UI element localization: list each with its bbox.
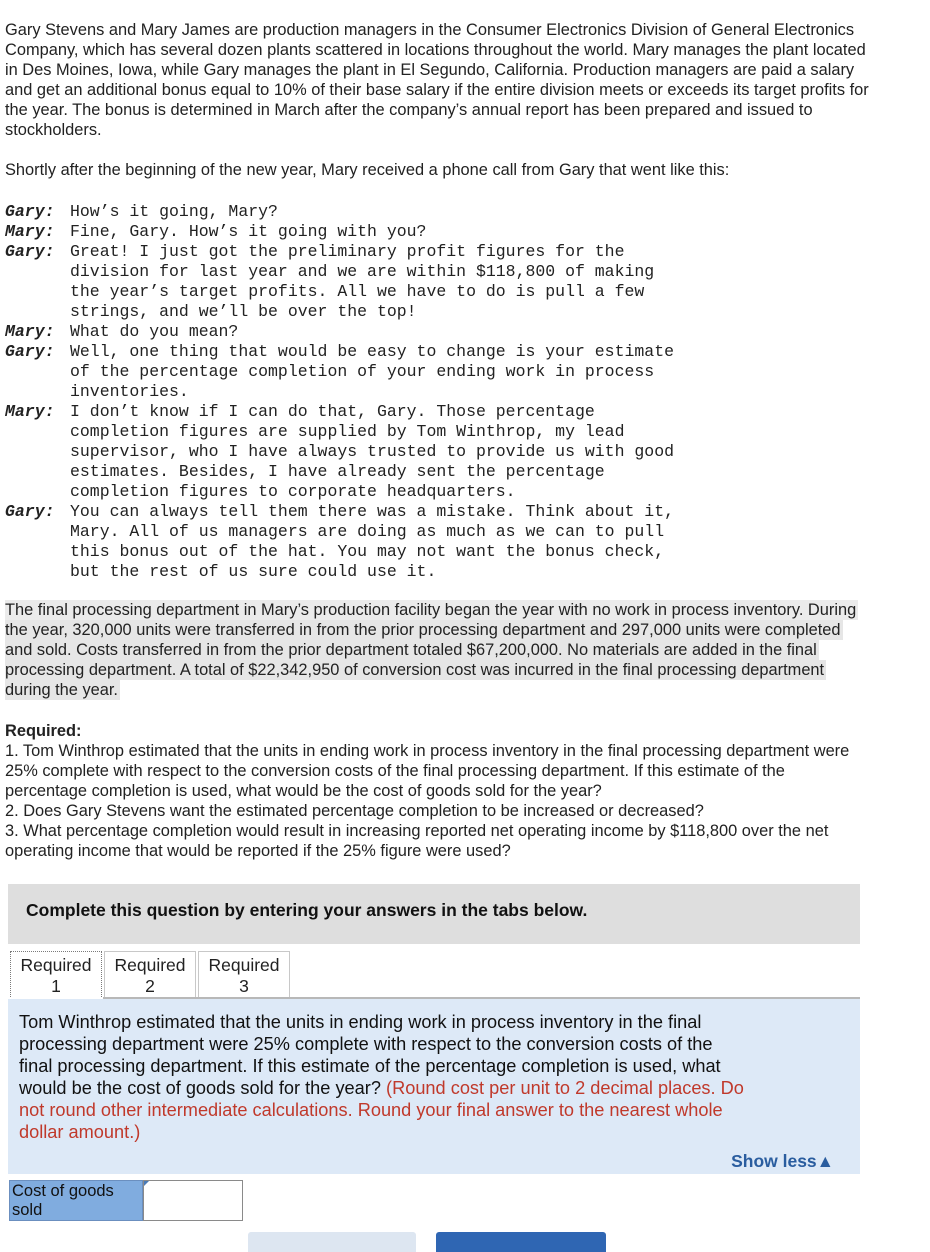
phone-call-intro bbox=[5, 160, 930, 180]
tab-number: 1 bbox=[51, 976, 61, 996]
rounding-note-line: not round other intermediate calculations. Round your final answer to the nearest whole bbox=[19, 1100, 723, 1120]
tab-panel-required-1 bbox=[8, 999, 860, 1174]
intro-line: in Des Moines, Iowa, while Gary manages the plant in El Segundo, California. Production managers are paid a salary bbox=[5, 61, 855, 79]
speech-line: supervisor, who I have always trusted to provide us with good bbox=[70, 442, 674, 461]
speech-line: of the percentage completion of your ending work in process bbox=[70, 362, 655, 381]
speaker: Mary: bbox=[5, 222, 55, 241]
intro-line: and get an additional bonus equal to 10% of their base salary if the entire division meets or exceeds its target profits for bbox=[5, 81, 869, 99]
answer-label-line: sold bbox=[12, 1201, 43, 1219]
dialogue-turn bbox=[5, 342, 930, 402]
intro-line: Company, which has several dozen plants scattered in locations throughout the world. Mary manages the plant located bbox=[5, 41, 866, 59]
panel-line: Tom Winthrop estimated that the units in ending work in process inventory in the final bbox=[19, 1012, 702, 1032]
speech-line: I don’t know if I can do that, Gary. Those percentage bbox=[70, 402, 595, 421]
speaker: Gary: bbox=[5, 202, 55, 221]
dialogue-turn bbox=[5, 222, 930, 242]
tab-required-2[interactable] bbox=[104, 951, 196, 997]
required-line: 3. What percentage completion would result in increasing reported net operating income by $118,800 over the net bbox=[5, 822, 829, 840]
cost-of-goods-sold-label bbox=[9, 1180, 143, 1221]
phone-call-intro-text: Shortly after the beginning of the new year, Mary received a phone call from Gary that went like this: bbox=[5, 161, 730, 179]
tab-label: Required bbox=[208, 955, 280, 975]
speaker: Gary: bbox=[5, 242, 55, 261]
dialogue bbox=[5, 202, 930, 582]
speech-line: the year’s target profits. All we have to do is pull a few bbox=[70, 282, 645, 301]
prev-tab-button[interactable] bbox=[248, 1232, 416, 1252]
speech bbox=[70, 402, 674, 502]
tab-number: 2 bbox=[145, 976, 155, 996]
dialogue-turn bbox=[5, 502, 930, 582]
speech-line: Well, one thing that would be easy to change is your estimate bbox=[70, 342, 674, 361]
answer-label-line: Cost of goods bbox=[12, 1182, 114, 1200]
show-less-link[interactable]: Show less▲ bbox=[731, 1151, 834, 1171]
speaker: Gary: bbox=[5, 502, 55, 521]
speech-line: estimates. Besides, I have already sent the percentage bbox=[70, 462, 605, 481]
panel-line: processing department were 25% complete with respect to the conversion costs of the bbox=[19, 1034, 713, 1054]
processing-line: during the year. bbox=[5, 681, 118, 699]
dialogue-turn bbox=[5, 322, 930, 342]
intro-line: Gary Stevens and Mary James are production managers in the Consumer Electronics Division of General Electronics bbox=[5, 21, 855, 39]
speaker: Gary: bbox=[5, 342, 55, 361]
speech-line: How’s it going, Mary? bbox=[70, 202, 278, 221]
speech-line: Fine, Gary. How’s it going with you? bbox=[70, 222, 427, 241]
speech-line: completion figures are supplied by Tom Winthrop, my lead bbox=[70, 422, 625, 441]
speech bbox=[70, 322, 238, 342]
speech-line: Great! I just got the preliminary profit figures for the bbox=[70, 242, 625, 261]
rounding-note: (Round cost per unit to 2 decimal places. Do bbox=[386, 1078, 744, 1098]
tab-number: 3 bbox=[239, 976, 249, 996]
panel-line-text: would be the cost of goods sold for the year? bbox=[19, 1078, 387, 1098]
rounding-note-line: dollar amount.) bbox=[19, 1122, 141, 1142]
speaker: Mary: bbox=[5, 402, 55, 421]
speech-line: inventories. bbox=[70, 382, 189, 401]
speech-line: division for last year and we are within $118,800 of making bbox=[70, 262, 655, 281]
tab-required-1[interactable] bbox=[10, 951, 102, 997]
required-line: 1. Tom Winthrop estimated that the units in ending work in process inventory in the final processing department were bbox=[5, 742, 850, 760]
next-tab-button[interactable] bbox=[436, 1232, 606, 1252]
panel-question bbox=[19, 1011, 854, 1143]
speech bbox=[70, 202, 278, 222]
speech bbox=[70, 342, 674, 402]
speech-line: What do you mean? bbox=[70, 322, 239, 341]
processing-paragraph bbox=[5, 600, 930, 700]
speech bbox=[70, 222, 426, 242]
dialogue-turn bbox=[5, 202, 930, 222]
instructions-banner bbox=[8, 884, 860, 944]
cost-of-goods-sold-input[interactable] bbox=[143, 1180, 243, 1221]
intro-line: the year. The bonus is determined in March after the company’s annual report has been prepared and issued to bbox=[5, 101, 813, 119]
speech-line: Mary. All of us managers are doing as much as we can to pull bbox=[70, 522, 665, 541]
tab-label: Required bbox=[20, 955, 92, 975]
tab-label: Required bbox=[114, 955, 186, 975]
intro-line: stockholders. bbox=[5, 121, 102, 139]
instructions-text: Complete this question by entering your answers in the tabs below. bbox=[26, 900, 588, 920]
required-line: 25% complete with respect to the conversion costs of the final processing department. If this estimate of the bbox=[5, 762, 785, 780]
speech bbox=[70, 242, 654, 322]
speech-line: strings, and we’ll be over the top! bbox=[70, 302, 417, 321]
required-heading: Required: bbox=[5, 722, 82, 740]
dialogue-turn bbox=[5, 402, 930, 502]
processing-line: processing department. A total of $22,342,950 of conversion cost was incurred in the final processing department bbox=[5, 661, 825, 679]
required-section bbox=[5, 721, 930, 861]
processing-line: the year, 320,000 units were transferred in from the prior processing department and 297,000 units were completed bbox=[5, 621, 841, 639]
speech-line: completion figures to corporate headquarters. bbox=[70, 482, 516, 501]
required-line: percentage completion is used, what would be the cost of goods sold for the year? bbox=[5, 782, 602, 800]
processing-line: The final processing department in Mary’s production facility began the year with no work in process inventory. During bbox=[5, 601, 857, 619]
speech bbox=[70, 502, 674, 582]
input-marker-icon bbox=[144, 1181, 149, 1186]
speaker: Mary: bbox=[5, 322, 55, 341]
speech-line: this bonus out of the hat. You may not want the bonus check, bbox=[70, 542, 665, 561]
panel-line-mixed bbox=[19, 1077, 854, 1099]
required-line: 2. Does Gary Stevens want the estimated percentage completion to be increased or decreased? bbox=[5, 802, 704, 820]
speech-line: but the rest of us sure could use it. bbox=[70, 562, 437, 581]
speech-line: You can always tell them there was a mistake. Think about it, bbox=[70, 502, 674, 521]
required-line: operating income that would be reported if the 25% figure were used? bbox=[5, 842, 511, 860]
intro-paragraph bbox=[5, 20, 930, 140]
processing-line: and sold. Costs transferred in from the prior department totaled $67,200,000. No materials are added in the final bbox=[5, 641, 817, 659]
dialogue-turn bbox=[5, 242, 930, 322]
tab-required-3[interactable] bbox=[198, 951, 290, 997]
panel-line: final processing department. If this estimate of the percentage completion is used, what bbox=[19, 1056, 721, 1076]
